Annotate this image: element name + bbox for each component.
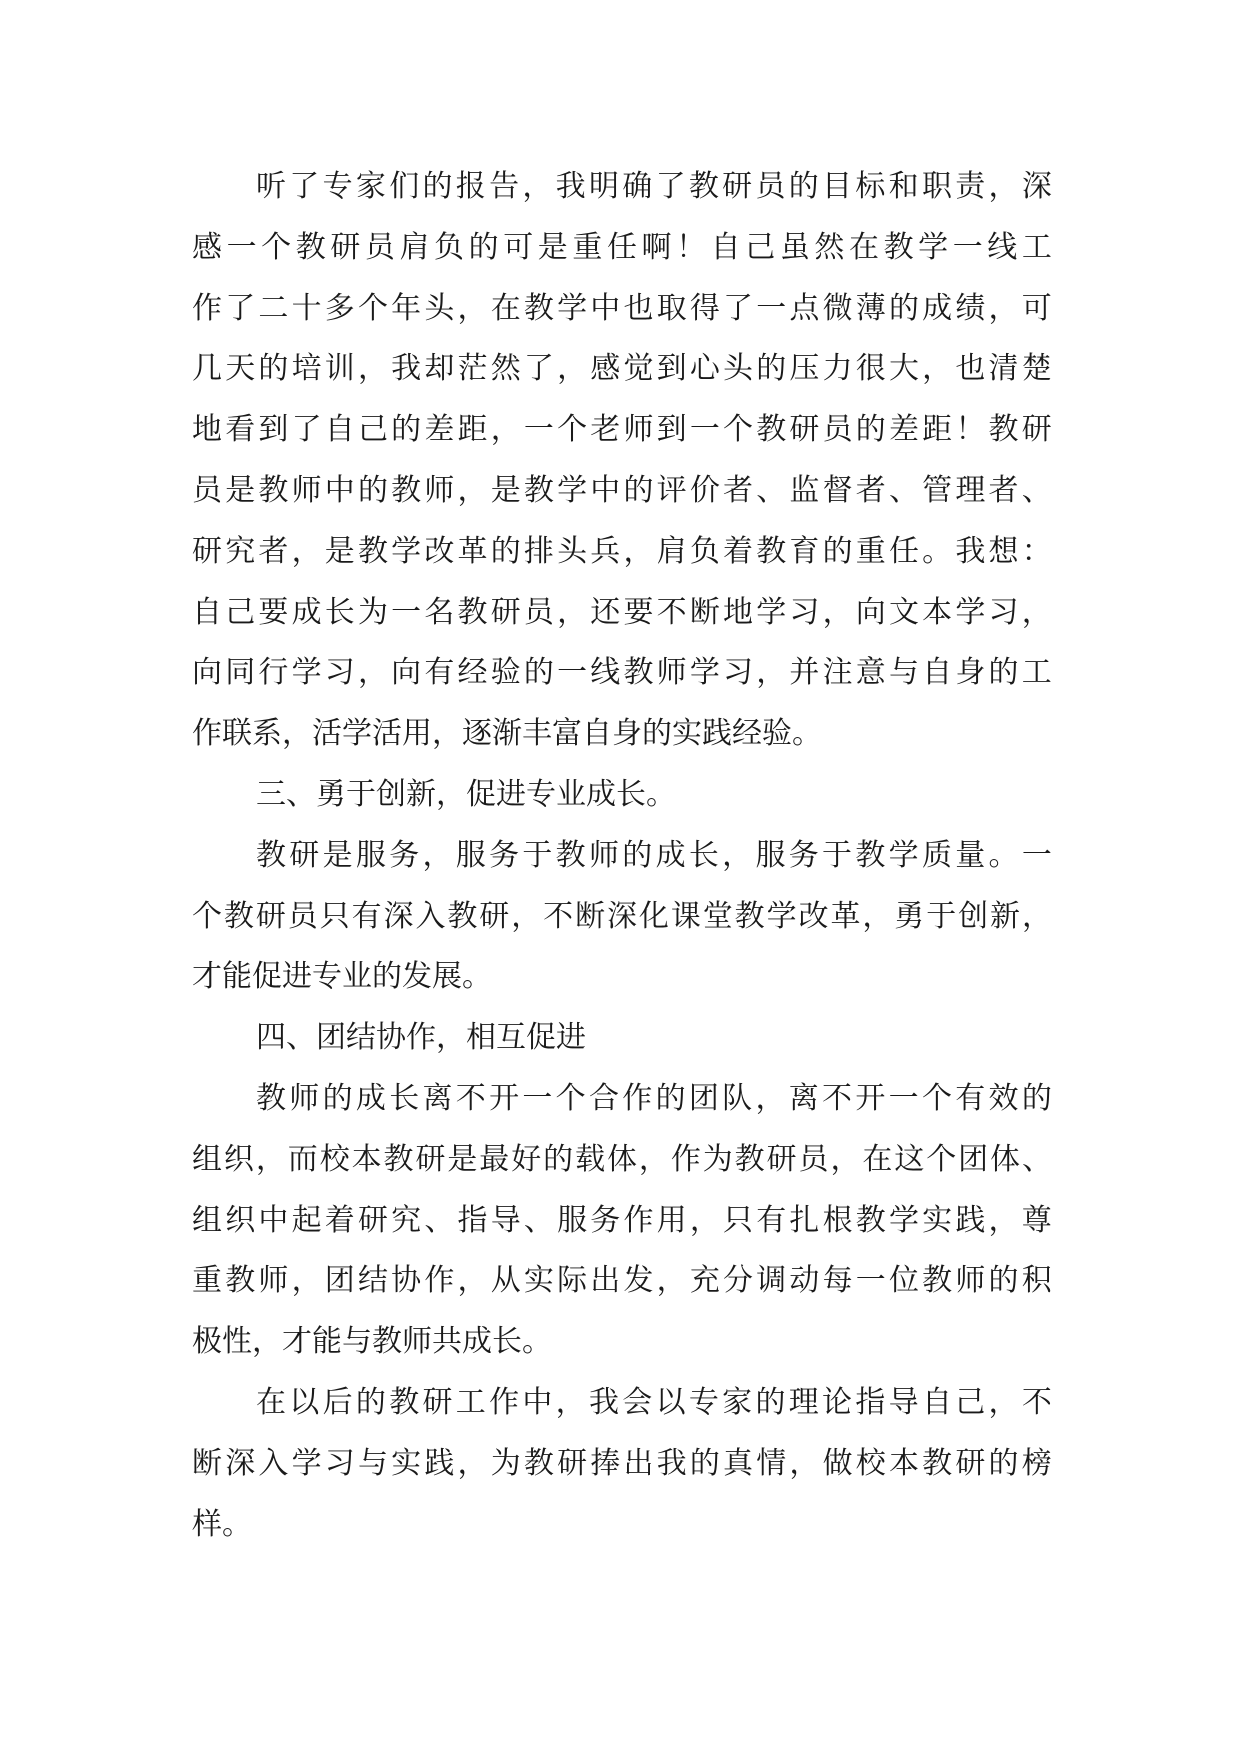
text-line xyxy=(192,400,1052,461)
text-line xyxy=(192,1373,1052,1434)
text-line xyxy=(192,1069,1052,1130)
text-line xyxy=(192,887,1052,948)
text-line: 三、勇于创新，促进专业成长。 xyxy=(256,776,676,812)
text-line-chars: 向 同 行 学 习 ， 向 有 经 验 的 一 线 教 师 学 习 ， 并 注 意 与 自 身 的 工 xyxy=(192,655,1052,691)
text-line-chars: 员 是 教 师 中 的 教 师 ， 是 教 学 中 的 评 价 者 、 监 督 者 、 管 理 者 、 xyxy=(192,472,1052,508)
text-line-chars: 作 了 二 十 多 个 年 头 ， 在 教 学 中 也 取 得 了 一 点 微 薄 的 成 绩 ， 可 xyxy=(192,290,1052,326)
text-line: 才能促进专业的发展。 xyxy=(192,959,492,995)
text-line-chars: 教 师 的 成 长 离 不 开 一 个 合 作 的 团 队 ， 离 不 开 一 个 有 效 的 xyxy=(256,1080,1052,1116)
text-line xyxy=(192,157,1052,218)
text-line-chars: 断 深 入 学 习 与 实 践 ， 为 教 研 捧 出 我 的 真 情 ， 做 校 本 教 研 的 榜 xyxy=(192,1445,1052,1481)
text-line-chars: 组 织 中 起 着 研 究 、 指 导 、 服 务 作 用 ， 只 有 扎 根 教 学 实 践 ， 尊 xyxy=(192,1202,1052,1238)
text-line-chars: 几 天 的 培 训 ， 我 却 茫 然 了 ， 感 觉 到 心 头 的 压 力 很 大 ， 也 清 楚 xyxy=(192,351,1052,387)
text-line-chars: 研 究 者 ， 是 教 学 改 革 的 排 头 兵 ， 肩 负 着 教 育 的 重 任 。 我 想 ： xyxy=(192,533,1052,569)
text-line: 作联系，活学活用，逐渐丰富自身的实践经验。 xyxy=(192,716,822,752)
text-line xyxy=(192,461,1052,522)
text-line xyxy=(192,583,1052,644)
text-line: 样。 xyxy=(192,1506,252,1542)
text-line xyxy=(192,339,1052,400)
text-line: 四、团结协作，相互促进 xyxy=(256,1020,586,1056)
text-line-chars: 听 了 专 家 们 的 报 告 ， 我 明 确 了 教 研 员 的 目 标 和 职 责 ， 深 xyxy=(256,169,1052,204)
text-line xyxy=(192,218,1052,279)
text-line xyxy=(192,279,1052,340)
text-line xyxy=(192,643,1052,704)
text-line xyxy=(192,1251,1052,1312)
text-line xyxy=(192,1191,1052,1252)
text-line-chars: 组 织 ， 而 校 本 教 研 是 最 好 的 载 体 ， 作 为 教 研 员 ， 在 这 个 团 体 、 xyxy=(192,1141,1052,1177)
document-body xyxy=(192,157,1052,1555)
text-line: 极性，才能与教师共成长。 xyxy=(192,1324,552,1360)
text-line-chars: 教 研 是 服 务 ， 服 务 于 教 师 的 成 长 ， 服 务 于 教 学 质 量 。 一 xyxy=(256,837,1052,873)
text-line xyxy=(192,1434,1052,1495)
text-line xyxy=(192,826,1052,887)
text-line-chars: 个 教 研 员 只 有 深 入 教 研 ， 不 断 深 化 课 堂 教 学 改 革 ， 勇 于 创 新 ， xyxy=(192,898,1052,934)
text-line-chars: 感 一 个 教 研 员 肩 负 的 可 是 重 任 啊 ！ 自 己 虽 然 在 教 学 一 线 工 xyxy=(192,229,1052,265)
text-line-chars: 自 己 要 成 长 为 一 名 教 研 员 ， 还 要 不 断 地 学 习 ， 向 文 本 学 习 ， xyxy=(192,594,1052,630)
text-line xyxy=(192,1130,1052,1191)
text-line-chars: 在 以 后 的 教 研 工 作 中 ， 我 会 以 专 家 的 理 论 指 导 自 己 ， 不 xyxy=(256,1384,1052,1420)
text-line xyxy=(192,522,1052,583)
text-line-chars: 地 看 到 了 自 己 的 差 距 ， 一 个 老 师 到 一 个 教 研 员 的 差 距 ！ 教 研 xyxy=(192,412,1052,448)
text-line-chars: 重 教 师 ， 团 结 协 作 ， 从 实 际 出 发 ， 充 分 调 动 每 一 位 教 师 的 积 xyxy=(192,1263,1052,1299)
